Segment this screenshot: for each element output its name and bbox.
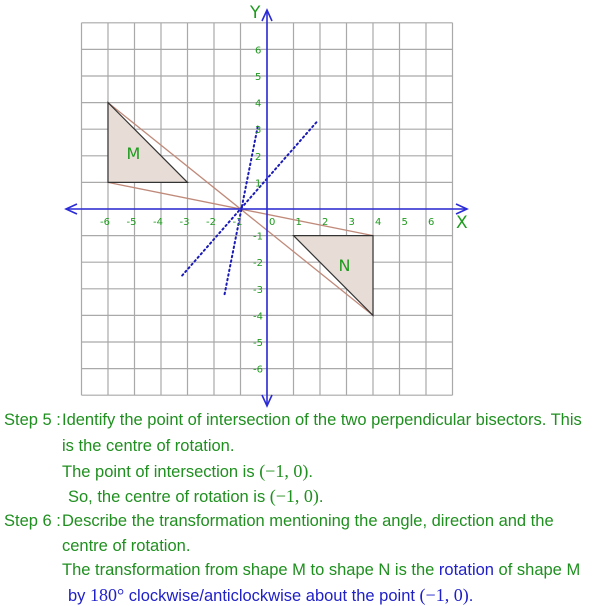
x-tick-label: 0 [269,217,276,228]
x-tick-label: -3 [179,217,190,228]
y-tick-label: -1 [253,231,263,243]
y-tick-label: -4 [253,311,263,323]
y-tick-label: 1 [255,178,262,190]
by-text: by [68,587,91,605]
step-6-line-3 [62,561,580,580]
y-tick-label: -5 [253,338,263,349]
x-tick-label: 5 [401,217,408,228]
step-5-line-4-text: So, the centre of rotation is [68,488,270,506]
x-tick-label: 1 [295,217,302,228]
step-6-line-4 [68,585,473,606]
step-6-line-2: centre of rotation. [62,537,191,555]
step-6-line-3-text: The transformation from shape M to shape N is the [62,561,439,579]
x-tick-label: 4 [375,217,382,228]
y-tick-label: -3 [253,284,263,296]
y-tick-label: 6 [255,45,262,57]
direction-text: clockwise/anticlockwise about the point [124,587,420,605]
step-5-line-3: The point of intersection is (−1, 0). [62,461,313,481]
x-tick-label: -6 [100,217,110,228]
centre-of-rotation-value: (−1, 0) [269,486,319,506]
rotation-keyword: rotation [438,561,494,579]
x-tick-label: 2 [322,217,329,228]
y-axis-label: Y [250,3,261,23]
step-6-label: Step 6 : [4,512,61,530]
perpendicular-bisectors [179,121,317,294]
rotation-centre-value: (−1, 0) [419,585,469,605]
shape-N [294,236,374,316]
x-tick-label: -1 [232,217,243,228]
y-tick-label: 2 [255,151,262,163]
period: . [468,587,474,605]
x-tick-label: 6 [428,217,435,228]
x-tick-label: 3 [348,217,355,228]
perpendicular-bisector [179,121,317,275]
x-tick-label: -5 [126,217,137,228]
step-5-line-4: So, the centre of rotation is (−1, 0). [68,486,324,506]
step-5-line-2: is the centre of rotation. [62,437,235,455]
y-tick-label: -2 [253,258,263,270]
step-5-label: Step 5 : [4,411,61,429]
shape-label-N: N [338,255,351,275]
y-tick-label: 4 [255,98,262,110]
intersection-point-value: (−1, 0) [259,461,309,481]
x-tick-label: -2 [206,217,216,228]
x-tick-label: -4 [153,217,163,228]
step-5-line-1: Identify the point of intersection of the two perpendicular bisectors. This [62,411,582,429]
axes [66,3,468,406]
y-tick-label: 3 [255,125,262,137]
y-tick-label: 5 [255,72,262,83]
x-axis-label: X [456,213,468,233]
y-tick-label: -6 [253,364,263,376]
shape-label-M: M [126,144,141,164]
angle-value: 180° [90,585,125,605]
step-6-line-3-tail: of shape M [493,561,581,579]
step-5-line-3-text: The point of intersection is [62,463,260,481]
step-6-line-1: Describe the transformation mentioning the angle, direction and the [62,512,554,530]
shape-M [108,103,188,183]
